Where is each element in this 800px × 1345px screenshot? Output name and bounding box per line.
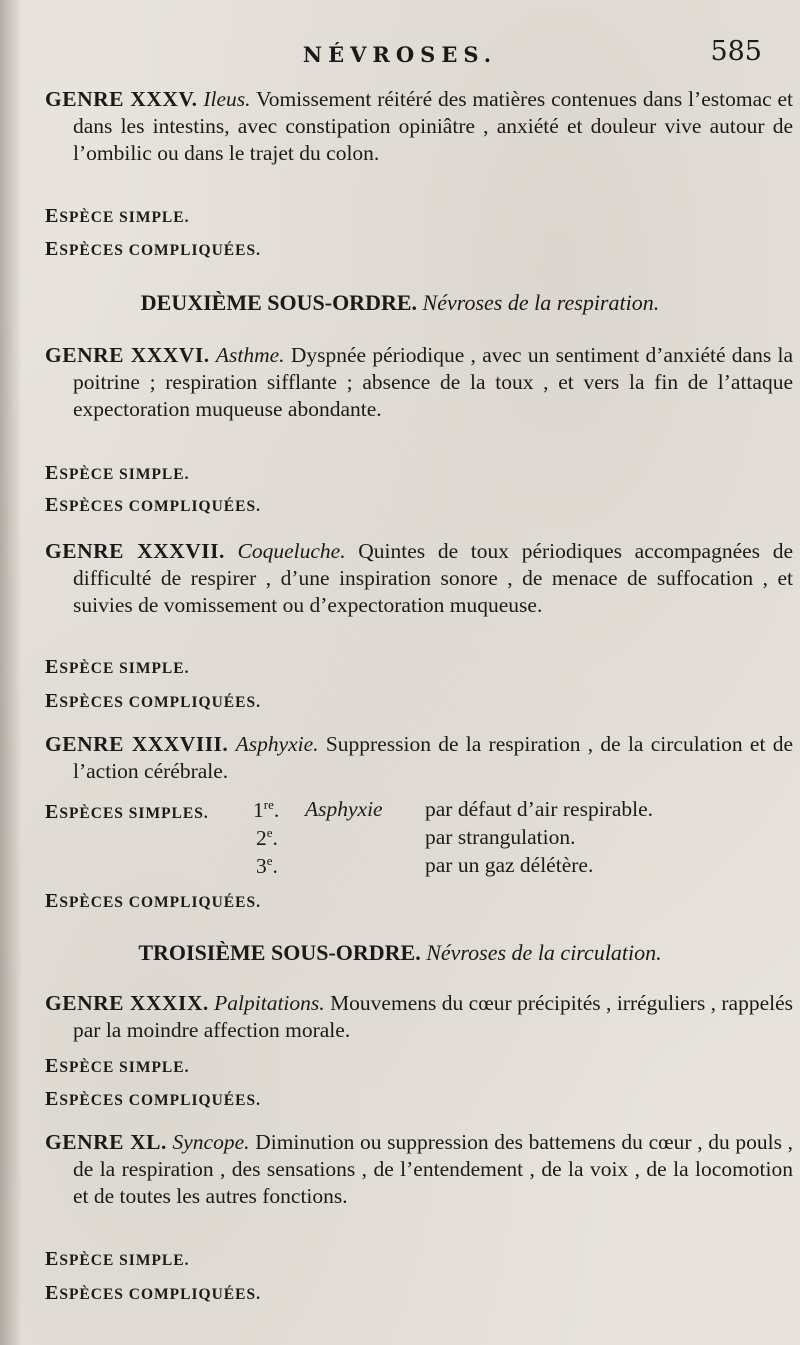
especes-compliquees: ESPÈCES COMPLIQUÉES. (45, 1282, 261, 1304)
genre-description: Diminution ou suppression des battemens du cœur , du pouls , de la respiration , des sensations , de l’entendement , de la voix , de la locomotion et de toutes les autres fonctions. (73, 1130, 794, 1208)
genre-label: GENRE XXXIX. (45, 991, 209, 1015)
espece-simple: ESPÈCE SIMPLE. (45, 1055, 190, 1077)
species-description: par strangulation. (425, 825, 576, 849)
species-number: 3e. (256, 853, 278, 879)
section-label: TROISIÈME SOUS-ORDRE. (138, 940, 421, 965)
genre-40-entry (45, 1129, 793, 1210)
genre-label: GENRE XXXVI. (45, 343, 210, 367)
species-number: 2e. (256, 825, 278, 851)
page-edge-shadow (0, 0, 22, 1345)
section-name: Névroses de la respiration. (422, 290, 660, 315)
genre-description: Dyspnée périodique , avec un sentiment d’anxiété dans la poitrine ; respiration sifflante ; absence de la toux , et vers la fin de l’attaque expectoration muqueuse abondante. (73, 343, 793, 421)
espece-simple: ESPÈCE SIMPLE. (45, 205, 190, 227)
genre-name: Syncope. (172, 1130, 250, 1154)
species-description: par un gaz délétère. (425, 853, 594, 877)
genre-name: Ileus. (203, 87, 251, 111)
genre-description: Mouvemens du cœur précipités , irréguliers , rappelés par la moindre affection morale. (73, 991, 794, 1042)
section-heading (0, 290, 800, 316)
genre-name: Asthme. (215, 343, 285, 367)
especes-simples-label: ESPÈCES SIMPLES. (45, 801, 209, 823)
genre-description: Quintes de toux périodiques accompagnées de difficulté de respirer , d’une inspiration sonore , de menace de suffocation , et suivies de vomissement ou d’expectoration muqueuse. (73, 539, 793, 617)
genre-label: GENRE XXXVIII. (45, 732, 229, 756)
espece-simple: ESPÈCE SIMPLE. (45, 462, 190, 484)
genre-name: Asphyxie. (235, 732, 319, 756)
espece-simple: ESPÈCE SIMPLE. (45, 656, 190, 678)
especes-compliquees: ESPÈCES COMPLIQUÉES. (45, 1088, 261, 1110)
genre-36-entry (45, 342, 793, 423)
genre-description: Vomissement réitéré des matières contenues dans l’estomac et dans les intestins, avec constipation opiniâtre , anxiété et douleur vive autour de l’ombilic ou dans le trajet du colon. (73, 87, 793, 165)
genre-38-entry (45, 731, 793, 785)
species-description: par défaut d’air respirable. (425, 797, 654, 821)
genre-37-entry (45, 538, 793, 619)
section-name: Névroses de la circulation. (426, 940, 662, 965)
genre-name: Palpitations. (214, 991, 325, 1015)
especes-compliquees: ESPÈCES COMPLIQUÉES. (45, 494, 261, 516)
species-name: Asphyxie (305, 797, 383, 821)
section-heading (0, 940, 800, 966)
running-header: NÉVROSES. (302, 42, 498, 67)
genre-label: GENRE XXXV. (45, 87, 198, 111)
species-number: 1re. (253, 797, 280, 823)
genre-39-entry (45, 990, 793, 1044)
genre-name: Coqueluche. (237, 539, 346, 563)
genre-35-entry (45, 86, 793, 167)
especes-compliquees: ESPÈCES COMPLIQUÉES. (45, 690, 261, 712)
genre-label: GENRE XL. (45, 1130, 167, 1154)
espece-simple: ESPÈCE SIMPLE. (45, 1248, 190, 1270)
especes-compliquees: ESPÈCES COMPLIQUÉES. (45, 890, 261, 912)
especes-compliquees: ESPÈCES COMPLIQUÉES. (45, 238, 261, 260)
page-number: 585 (710, 36, 762, 67)
section-label: DEUXIÈME SOUS-ORDRE. (140, 290, 418, 315)
genre-label: GENRE XXXVII. (45, 539, 225, 563)
genre-description: Suppression de la respiration , de la circulation et de l’action cérébrale. (73, 732, 793, 783)
